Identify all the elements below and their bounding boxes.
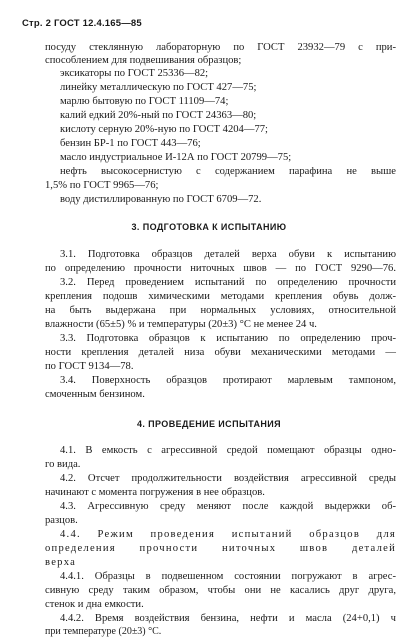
text-line: 4.2. Отсчет продолжительности воздействия агрессивной среды: [60, 473, 396, 484]
page-header: [22, 18, 142, 29]
text-line: по ГОСТ 9134—78.: [45, 361, 134, 372]
text-line: стенок и дна емкости.: [45, 599, 144, 610]
text-line: го вида.: [45, 459, 81, 470]
text-line: посуду стеклянную лабораторную по ГОСТ 23932—79 с при-: [45, 42, 396, 53]
text-line: на быть выдержана при нормальных условиях, относительной: [45, 305, 396, 316]
text-line: ности крепления деталей низа обуви механическими методами —: [45, 347, 396, 358]
subsection-heading: определения прочности ниточных швов деталей: [45, 543, 396, 554]
text-line: смоченным бензином.: [45, 389, 145, 400]
text-line: 4.4.1. Образцы в подвешенном состоянии погружают в агрес-: [60, 571, 396, 582]
text-line: воду дистиллированную по ГОСТ 6709—72.: [60, 194, 262, 205]
standard-code: ГОСТ 12.4.165—85: [53, 18, 142, 29]
text-line: линейку металлическую по ГОСТ 427—75;: [60, 82, 257, 93]
text-line: эксикаторы по ГОСТ 25336—82;: [60, 68, 209, 79]
text-line: бензин БР-1 по ГОСТ 443—76;: [60, 138, 201, 149]
text-line: масло индустриальное И-12А по ГОСТ 20799—75;: [60, 152, 292, 163]
text-line: способлением для подвешивания образцов;: [45, 55, 242, 66]
text-line: 3.2. Перед проведением испытаний по определению прочности: [60, 277, 396, 288]
text-line: крепления подошв химическими методами крепления обувь долж-: [45, 291, 396, 302]
text-line: 3.4. Поверхность образцов протирают марлевым тампоном,: [60, 375, 396, 386]
text-line: нефть высокосернистую с содержанием парафина не выше: [60, 166, 396, 177]
text-line: при температуре (20±3) °С.: [45, 626, 162, 637]
subsection-heading: верха: [45, 557, 77, 568]
page-number: Стр. 2: [22, 18, 52, 29]
text-line: калий едкий 20%-ный по ГОСТ 24363—80;: [60, 110, 257, 121]
text-line: 4.4.2. Время воздействия бензина, нефти и масла (24+0,1) ч: [60, 613, 396, 624]
text-line: 3.3. Подготовка образцов к испытанию по определению проч-: [60, 333, 396, 344]
text-line: кислоту серную 20%-ную по ГОСТ 4204—77;: [60, 124, 268, 135]
section-heading: 3. ПОДГОТОВКА К ИСПЫТАНИЮ: [131, 222, 287, 232]
text-line: разцов.: [45, 515, 78, 526]
text-line: 4.1. В емкость с агрессивной средой помещают образцы одно-: [60, 445, 396, 456]
text-line: влажности (65±5) % и температуры (20±3) °С не менее 24 ч.: [45, 319, 317, 330]
subsection-heading: 4.4. Режим проведения испытаний образцов для: [60, 529, 396, 540]
text-line: 3.1. Подготовка образцов деталей верха обуви к испытанию: [60, 249, 396, 260]
text-line: сивную среду таким образом, чтобы они не касались друг друга,: [45, 585, 396, 596]
section-heading: 4. ПРОВЕДЕНИЕ ИСПЫТАНИЯ: [136, 419, 282, 429]
text-line: 1,5% по ГОСТ 9965—76;: [45, 180, 159, 191]
text-line: по определению прочности ниточных швов — по ГОСТ 9290—76.: [45, 263, 396, 274]
text-line: начинают с момента погружения в нее образцов.: [45, 487, 265, 498]
text-line: марлю бытовую по ГОСТ 11109—74;: [60, 96, 229, 107]
text-line: 4.3. Агрессивную среду меняют после каждой выдержки об-: [60, 501, 396, 512]
